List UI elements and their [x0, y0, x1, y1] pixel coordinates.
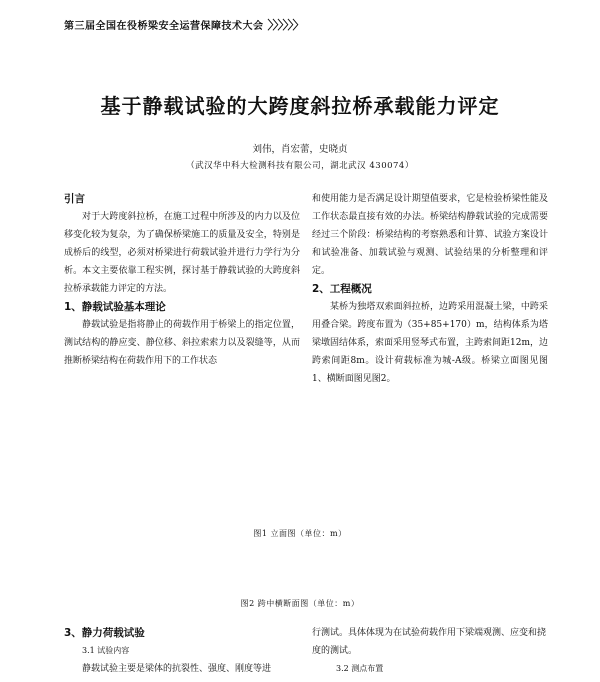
intro-heading: 引言 [64, 193, 85, 205]
right-column [312, 190, 548, 388]
paper-authors: 刘伟，肖宏蕾，史晓贞 [252, 144, 348, 155]
paper-title: 基于静载试验的大跨度斜拉桥承载能力评定 [100, 94, 500, 118]
subsection-3-2: 3.2 测点布置 [336, 664, 384, 673]
static-test-right [312, 624, 548, 678]
paper-affiliation: （武汉华中科大检测科技有限公司，湖北武汉 430074） [186, 161, 414, 171]
intro-continued-paragraph: 和使用能力是否满足设计期望值要求，它是检验桥梁性能及工作状态最直接有效的办法。桥梁结构静载试验的完成需要经过三个阶段：桥梁结构的考察熟悉和计算、试验方案设计和试验准备、加载试验与观测、试验结果的分析整理和评定。 [312, 194, 548, 276]
intro-paragraph: 对于大跨度斜拉桥，在施工过程中所涉及的内力以及位移变化较为复杂，为了确保桥梁施工的质量及安全，特别是成桥后的线型，必须对桥梁进行荷载试验并进行力学行为分析。本文主要依靠工程实例，探讨基于静载试验的大跨度斜拉桥承载能力评定的方法。 [64, 212, 300, 294]
theory-paragraph: 静载试验是指将静止的荷载作用于桥梁上的指定位置，测试结构的静应变、静位移、斜拉索索力以及裂缝等，从而推断桥梁结构在荷载作用下的工作状态 [64, 320, 300, 366]
static-test-heading: 3、静力荷载试验 [64, 627, 145, 639]
conference-name: 第三届全国在役桥梁安全运营保障技术大会 [64, 21, 264, 32]
header-arrows-icon: 〉〉〉〉〉〉 [267, 18, 304, 32]
figure-1-caption: 图1 立面图（单位：m） [253, 529, 347, 538]
subsection-3-1: 3.1 试验内容 [82, 646, 130, 655]
figure-2-caption: 图2 跨中横断面图（单位：m） [240, 599, 360, 608]
project-paragraph: 某桥为独塔双索面斜拉桥，边跨采用混凝土梁，中跨采用叠合梁。跨度布置为（35+85+170）m，结构体系为塔梁墩固结体系，索面采用竖琴式布置，主跨索间距12m，边跨索间距8m。设计荷载标准为城-A级。桥梁立面图见图1、横断面图见图2。 [312, 302, 548, 384]
static-test-paragraph: 静载试验主要是梁体的抗裂性、强度、刚度等进 [82, 664, 272, 674]
static-test-continued: 行测试。具体体现为在试验荷载作用下梁端观测、应变和挠度的测试。 [312, 628, 547, 656]
project-heading: 2、工程概况 [312, 283, 372, 295]
static-test-left [64, 624, 300, 678]
left-column [64, 190, 300, 370]
theory-heading: 1、静载试验基本理论 [64, 301, 166, 313]
conference-header [64, 16, 304, 33]
